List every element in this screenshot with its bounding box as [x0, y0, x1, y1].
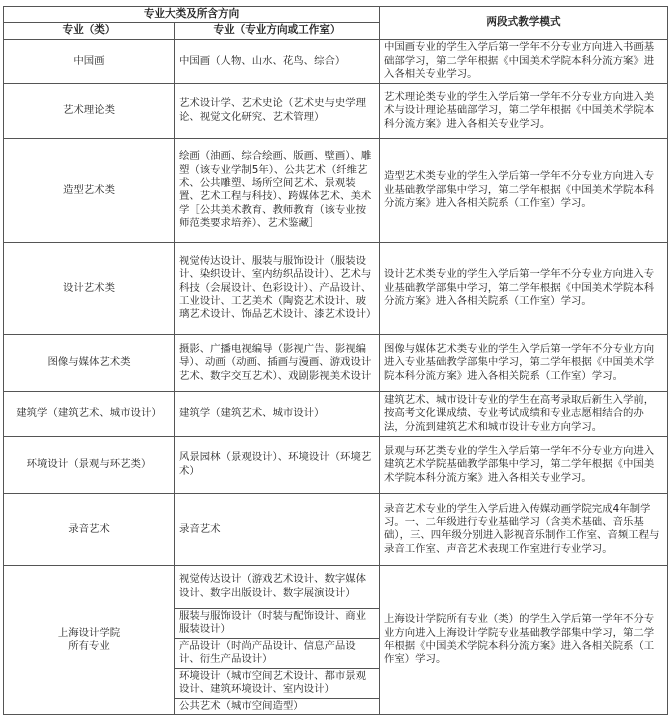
direction-cell: 视觉传达设计（游戏艺术设计、数字媒体设计、数字出版设计、数字展演设计） [175, 565, 380, 608]
table-row [4, 565, 668, 608]
table-row [4, 334, 668, 391]
direction-cell: 产品设计（时尚产品设计、信息产品设计、衍生产品设计） [175, 638, 380, 668]
direction-cell: 艺术设计学、艺术史论（艺术史与史学理论、视觉文化研究、艺术管理） [175, 83, 380, 138]
direction-cell: 服装与服饰设计（时装与配饰设计、商业服装设计） [175, 608, 380, 638]
category-cell: 环境设计（景观与环艺类） [4, 436, 175, 493]
table-row [4, 83, 668, 138]
table-row [4, 242, 668, 334]
direction-cell: 建筑学（建筑艺术、城市设计） [175, 391, 380, 436]
category-cell: 录音艺术 [4, 493, 175, 565]
mode-cell: 艺术理论类专业的学生入学后第一学年不分专业方向进入美术与设计理论基础部学习，第二学年根据《中国美术学院本科分流方案》进入各相关专业学习。 [380, 83, 668, 138]
mode-cell: 设计艺术类专业的学生入学后第一学年不分专业方向进入专业基础教学部集中学习，第二学年根据《中国美术学院本科分流方案》进入各相关院系（工作室）学习。 [380, 242, 668, 334]
mode-cell: 中国画专业的学生入学后第一学年不分专业方向进入书画基础部学习，第二学年根据《中国美术学院本科分流方案》进入各相关专业学习。 [380, 39, 668, 83]
header-direction: 专业（专业方向或工作室） [175, 23, 380, 39]
group-header: 专业大类及所含方向 [4, 7, 380, 23]
category-line: 所有专业 [68, 640, 110, 653]
category-line: 上海设计学院 [57, 626, 121, 639]
direction-cell: 环境设计（城市空间艺术设计、都市景观设计、建筑环境设计、室内设计） [175, 668, 380, 698]
category-cell: 造型艺术类 [4, 138, 175, 242]
header-category: 专业（类） [4, 23, 175, 39]
category-cell: 建筑学（建筑艺术、城市设计） [4, 391, 175, 436]
major-table [3, 6, 668, 715]
direction-cell: 摄影、广播电视编导（影视广告、影视编导）、动画（动画、插画与漫画、游戏设计艺术、数字交互艺术）、戏剧影视美术设计 [175, 334, 380, 391]
header-mode: 两段式教学模式 [380, 7, 668, 40]
mode-cell-shanghai: 上海设计学院所有专业（类）的学生入学后第一学年不分专业方向进入上海设计学院专业基础教学部集中学习，第二学年根据《中国美术学院本科分流方案》进入各相关院系（工作室）学习。 [380, 565, 668, 714]
direction-cell: 风景园林（景观设计）、环境设计（环境艺术） [175, 436, 380, 493]
category-cell: 设计艺术类 [4, 242, 175, 334]
mode-cell: 景观与环艺类专业的学生入学后第一学年不分专业方向进入建筑艺术学院基础教学部集中学习，第二学年根据《中国美术学院本科分流方案》进入各相关专业学习。 [380, 436, 668, 493]
mode-cell: 图像与媒体艺术类专业的学生入学后第一学年不分专业方向进入专业基础教学部集中学习，第二学年根据《中国美术学院本科分流方案》进入各相关院系（工作室）学习。 [380, 334, 668, 391]
direction-cell: 录音艺术 [175, 493, 380, 565]
table-row [4, 138, 668, 242]
mode-cell: 录音艺术专业的学生入学后进入传媒动画学院完成4年制学习。一、二年级进行专业基础学习（含美术基础、音乐基础），三、四年级分别进入影视音乐制作工作室、音频工程与录音工作室、声音艺术表现工作室进行专业学习。 [380, 493, 668, 565]
direction-cell: 绘画（油画、综合绘画、版画、壁画）、雕塑（该专业学制5年）、公共艺术（纤维艺术、公共雕塑、场所空间艺术、景观装置、艺术工程与科技）、跨媒体艺术、美术学［公共美术教育、教师教育（该专业按师范类要求培养）、艺术鉴藏］ [175, 138, 380, 242]
category-cell: 图像与媒体艺术类 [4, 334, 175, 391]
table-row [4, 436, 668, 493]
category-cell: 中国画 [4, 39, 175, 83]
table-row [4, 391, 668, 436]
direction-cell: 公共艺术（城市空间造型） [175, 698, 380, 714]
mode-cell: 建筑艺术、城市设计专业的学生在高考录取后新生入学前，按高考文化课成绩、专业考试成绩和专业志愿相结合的办法，分流到建筑艺术和城市设计专业方向学习。 [380, 391, 668, 436]
table-row [4, 493, 668, 565]
table-row [4, 39, 668, 83]
category-cell: 艺术理论类 [4, 83, 175, 138]
category-cell-shanghai [4, 565, 175, 714]
direction-cell: 视觉传达设计、服装与服饰设计（服装设计、染织设计、室内纺织品设计）、艺术与科技（会展设计、色彩设计）、产品设计、工业设计、工艺美术（陶瓷艺术设计、玻璃艺术设计、饰品艺术设计、漆艺术设计） [175, 242, 380, 334]
direction-cell: 中国画（人物、山水、花鸟、综合） [175, 39, 380, 83]
mode-cell: 造型艺术类专业的学生入学后第一学年不分专业方向进入专业基础教学部集中学习，第二学年根据《中国美术学院本科分流方案》进入各相关院系（工作室）学习。 [380, 138, 668, 242]
